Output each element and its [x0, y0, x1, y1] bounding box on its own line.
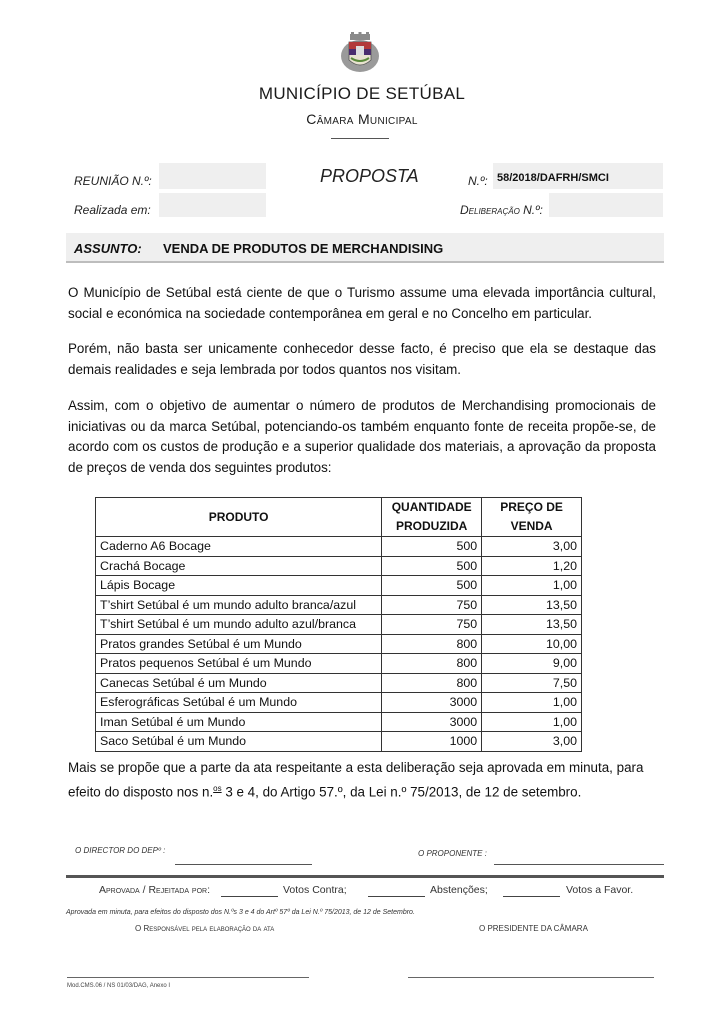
cell-produto: Lápis Bocage — [96, 576, 382, 596]
section-divider — [66, 875, 664, 878]
cell-quantidade: 3000 — [382, 693, 482, 713]
header-preco-line2: VENDA — [510, 519, 553, 533]
cell-quantidade: 750 — [382, 595, 482, 615]
municipal-crest-icon — [339, 32, 381, 74]
cell-produto: Crachá Bocage — [96, 556, 382, 576]
table-row — [96, 732, 582, 752]
numero-value: 58/2018/DAFRH/SMCI — [497, 172, 609, 184]
proponente-signature-line[interactable] — [494, 864, 664, 865]
proposta-title: PROPOSTA — [320, 166, 419, 186]
cell-quantidade: 1000 — [382, 732, 482, 752]
cell-preco: 3,00 — [482, 537, 582, 557]
header-quantidade — [382, 498, 482, 537]
table-row — [96, 556, 582, 576]
model-reference: Mod.CMS.06 / NS 01/03/DAG, Anexo I — [67, 983, 171, 989]
minuta-note: Aprovada em minuta, para efeitos do disposto dos N.ºs 3 e 4 do Artº 57º da Lei N.º 75/2013, de 12 de Setembro. — [66, 909, 415, 916]
header-produto: PRODUTO — [96, 498, 382, 537]
cell-quantidade: 750 — [382, 615, 482, 635]
reuniao-label: REUNIÃO N.º: — [74, 174, 152, 188]
header-quantidade-line1: QUANTIDADE — [391, 500, 472, 514]
director-signature-line[interactable] — [175, 864, 312, 865]
numero-label: N.º: — [468, 174, 488, 188]
municipality-title: MUNICÍPIO DE SETÚBAL — [258, 84, 466, 103]
cell-produto: Pratos pequenos Setúbal é um Mundo — [96, 654, 382, 674]
cell-preco: 1,20 — [482, 556, 582, 576]
header-preco-line1: PREÇO DE — [500, 500, 563, 514]
deliberacao-label: Deliberação N.º: — [460, 203, 543, 217]
cell-preco: 7,50 — [482, 673, 582, 693]
cell-produto: Canecas Setúbal é um Mundo — [96, 673, 382, 693]
closing-line-1: Mais se propõe que a parte da ata respeitante a esta deliberação seja aprovada em minuta, para — [68, 760, 644, 775]
reuniao-field[interactable] — [159, 163, 266, 189]
cell-quantidade: 500 — [382, 556, 482, 576]
table-row — [96, 693, 582, 713]
abstencoes-field[interactable] — [368, 896, 425, 897]
header-preco — [482, 498, 582, 537]
paragraph-2: Porém, não basta ser unicamente conhecedor desse facto, é preciso que ela se destaque das demais realidades e seja lembrada por todos quantos nos visitam. — [68, 341, 656, 377]
cell-preco: 13,50 — [482, 615, 582, 635]
proponente-label: O PROPONENTE : — [418, 849, 487, 858]
cell-produto: Esferográficas Setúbal é um Mundo — [96, 693, 382, 713]
cell-produto: T’shirt Setúbal é um mundo adulto azul/branca — [96, 615, 382, 635]
votos-contra-label: Votos Contra; — [283, 884, 347, 896]
closing-superscript: os — [213, 783, 222, 793]
cell-produto: Iman Setúbal é um Mundo — [96, 712, 382, 732]
cell-quantidade: 500 — [382, 576, 482, 596]
header-quantidade-line2: PRODUZIDA — [396, 519, 468, 533]
products-table — [95, 497, 582, 752]
table-row — [96, 615, 582, 635]
table-row — [96, 712, 582, 732]
votos-favor-field[interactable] — [503, 896, 560, 897]
table-row — [96, 634, 582, 654]
cell-quantidade: 800 — [382, 634, 482, 654]
cell-preco: 1,00 — [482, 576, 582, 596]
presidente-signature-line[interactable] — [408, 977, 654, 978]
cell-preco: 10,00 — [482, 634, 582, 654]
responsavel-signature-line[interactable] — [67, 977, 309, 978]
cell-preco: 9,00 — [482, 654, 582, 674]
title-divider — [331, 138, 389, 139]
cell-preco: 1,00 — [482, 693, 582, 713]
deliberacao-field[interactable] — [549, 193, 663, 217]
director-label: O DIRECTOR DO DEPº : — [75, 846, 166, 855]
table-header-row — [96, 498, 582, 537]
table-row — [96, 654, 582, 674]
cell-quantidade: 3000 — [382, 712, 482, 732]
cell-quantidade: 800 — [382, 673, 482, 693]
presidente-label: O PRESIDENTE DA CÂMARA — [479, 924, 588, 933]
cell-quantidade: 800 — [382, 654, 482, 674]
paragraph-3: Assim, com o objetivo de aumentar o número de produtos de Merchandising promocionais de iniciativas ou da marca Setúbal, potenciando-os também enquanto fonte de receita propõe-se, de acordo com os custos de produção e a superior qualidade dos materiais, a aprovação da proposta de preços de venda dos seguintes produtos: — [68, 398, 656, 475]
closing-line-2b: 3 e 4, do Artigo 57.º, da Lei n.º 75/2013, de 12 de setembro. — [221, 783, 582, 799]
votos-favor-label: Votos a Favor. — [566, 884, 634, 896]
cell-produto: Pratos grandes Setúbal é um Mundo — [96, 634, 382, 654]
cell-produto: Caderno A6 Bocage — [96, 537, 382, 557]
abstencoes-label: Abstenções; — [430, 884, 488, 896]
table-row — [96, 673, 582, 693]
assunto-label: ASSUNTO: — [74, 241, 142, 256]
paragraph-1: O Município de Setúbal está ciente de que o Turismo assume uma elevada importância cultural, social e económica na sociedade contemporânea em geral e no Concelho em particular. — [68, 285, 656, 321]
cell-preco: 13,50 — [482, 595, 582, 615]
closing-paragraph — [68, 758, 656, 802]
assunto-value: VENDA DE PRODUTOS DE MERCHANDISING — [163, 241, 444, 256]
table-row — [96, 595, 582, 615]
cell-quantidade: 500 — [382, 537, 482, 557]
chamber-subtitle: Câmara Municipal — [306, 111, 418, 127]
table-row — [96, 576, 582, 596]
responsavel-label: O Responsável pela elaboração da ata — [135, 924, 275, 933]
aprovada-label: Aprovada / Rejeitada por: — [99, 884, 210, 896]
realizada-field[interactable] — [159, 193, 266, 217]
closing-line-2a: efeito do disposto nos n. — [68, 783, 214, 799]
table-row — [96, 537, 582, 557]
cell-produto: Saco Setúbal é um Mundo — [96, 732, 382, 752]
cell-preco: 1,00 — [482, 712, 582, 732]
realizada-label: Realizada em: — [74, 203, 151, 217]
cell-produto: T’shirt Setúbal é um mundo adulto branca/azul — [96, 595, 382, 615]
cell-preco: 3,00 — [482, 732, 582, 752]
votos-contra-field[interactable] — [221, 896, 278, 897]
